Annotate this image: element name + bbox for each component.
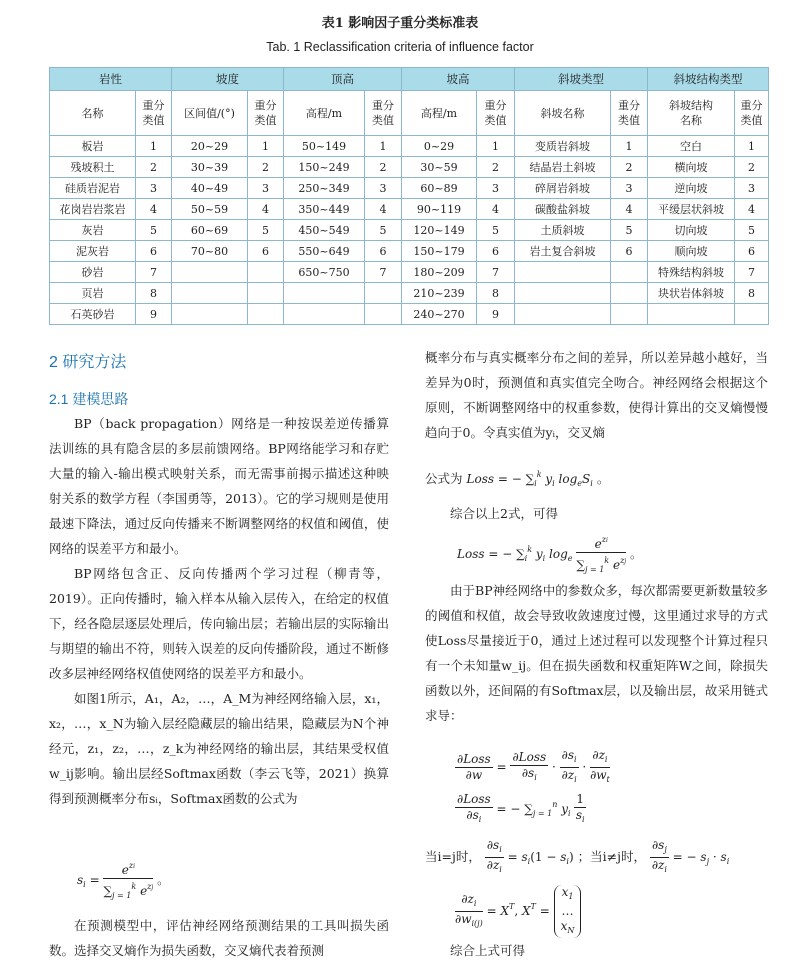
table-cell: 横向坡 (648, 157, 735, 178)
table-cell: 碳酸盐斜坡 (515, 199, 611, 220)
table-cell (611, 283, 648, 304)
table-cell: 50~59 (172, 199, 248, 220)
table-cell: 550~649 (284, 241, 365, 262)
table-cell (172, 283, 248, 304)
sub-header: 斜坡名称 (515, 91, 611, 136)
table-cell: 5 (611, 220, 648, 241)
table-row (50, 262, 769, 283)
combined-loss-formula: Loss = − $\sum_i^k$ $y_i$ $\log_e$ $\frac{e^{zi}}{\sum_{j = 1}^k e^{zj}}$ 。 (457, 532, 642, 577)
table-cell: 8 (477, 283, 515, 304)
table-cell: 岩土复合斜坡 (515, 241, 611, 262)
table-cell: 逆向坡 (648, 178, 735, 199)
table-row (50, 241, 769, 262)
sub-header: 区间值/(°) (172, 91, 248, 136)
table-cell (248, 283, 284, 304)
table-cell: 7 (735, 262, 769, 283)
table-cell: 5 (365, 220, 402, 241)
table-cell (248, 262, 284, 283)
table-cell: 5 (735, 220, 769, 241)
table-cell: 120~149 (402, 220, 477, 241)
sub-header: 重分 类值 (365, 91, 402, 136)
group-header: 斜坡结构类型 (648, 68, 769, 91)
paragraph: 在预测模型中，评估神经网络预测结果的工具叫损失函数。选择交叉熵作为损失函数，交叉熵代表着预测 (49, 918, 389, 958)
table-cell: 5 (136, 220, 172, 241)
subsection-title: 2.1 建模思路 (49, 391, 129, 407)
table-cell: 1 (365, 136, 402, 157)
table-cell: 350~449 (284, 199, 365, 220)
table-cell: 0~29 (402, 136, 477, 157)
table-cell (611, 304, 648, 325)
table-cell: 3 (248, 178, 284, 199)
table-cell: 4 (248, 199, 284, 220)
table-cell: 3 (735, 178, 769, 199)
table-cell: 6 (365, 241, 402, 262)
left-column-text (49, 411, 389, 811)
table-cell: 8 (136, 283, 172, 304)
loss-formula-suffix: 。 (596, 471, 610, 486)
table-cell: 50~149 (284, 136, 365, 157)
table-cell: 650~750 (284, 262, 365, 283)
table-cell (172, 304, 248, 325)
table-cell: 450~549 (284, 220, 365, 241)
table-cell: 特殊结构斜坡 (648, 262, 735, 283)
table-cell (172, 262, 248, 283)
table-cell: 结晶岩土斜坡 (515, 157, 611, 178)
table-cell: 泥灰岩 (50, 241, 136, 262)
table-cell: 6 (136, 241, 172, 262)
table-cell: 90~119 (402, 199, 477, 220)
table-cell: 1 (477, 136, 515, 157)
sub-header: 高程/m (402, 91, 477, 136)
case-text: 当i=j时， (425, 849, 481, 864)
table-cell: 硅质岩泥岩 (50, 178, 136, 199)
table-cell: 7 (477, 262, 515, 283)
table-cell: 1 (611, 136, 648, 157)
right-column-text (425, 345, 768, 445)
table-cell: 40~49 (172, 178, 248, 199)
chain-rule-formula: $\frac{\text{∂Loss}}{\partial w}$ = $\frac{\text{∂Loss}}{\partial s_i}$ · $\frac{\partial s_i}{\partial z_i}$ · $\frac{\partial z_i}{\partial w_t}$ (457, 748, 610, 784)
combine-text: 综合以上2式，可得 (450, 506, 558, 521)
table-cell: 1 (136, 136, 172, 157)
sub-header: 名称 (50, 91, 136, 136)
table-cell: 6 (248, 241, 284, 262)
group-header: 顶高 (284, 68, 402, 91)
table-cell: 3 (136, 178, 172, 199)
table-row (50, 157, 769, 178)
table-cell: 2 (735, 157, 769, 178)
table-cell (365, 283, 402, 304)
sub-header: 重分 类值 (477, 91, 515, 136)
table-cell: 平缓层状斜坡 (648, 199, 735, 220)
table-cell (611, 262, 648, 283)
table-cell: 石英砂岩 (50, 304, 136, 325)
table-cell: 页岩 (50, 283, 136, 304)
loss-formula-prefix: 公式为 (425, 471, 463, 486)
table-cell: 花岗岩岩浆岩 (50, 199, 136, 220)
group-header: 坡度 (172, 68, 284, 91)
table-cell: 30~59 (402, 157, 477, 178)
table-row (50, 220, 769, 241)
group-header: 斜坡类型 (515, 68, 648, 91)
table-body (50, 136, 769, 325)
table-group-header-row (50, 68, 769, 91)
table-cell: 2 (248, 157, 284, 178)
table-cell: 顺向坡 (648, 241, 735, 262)
table-cell: 60~89 (402, 178, 477, 199)
table-cell: 30~39 (172, 157, 248, 178)
sub-header: 高程/m (284, 91, 365, 136)
paragraph: BP（back propagation）网络是一种按误差逆传播算法训练的具有隐含层的多层前馈网络。BP网络能学习和存贮大量的输入-输出模式映射关系，而无需事前揭示描述这种映射关系的数学方程（李国勇等，2013）。它的学习规则是使用最速下降法，通过反向传播来不断调整网络的权值和阈值，使网络的误差平方和最小。 (49, 416, 389, 556)
table-cell: 3 (365, 178, 402, 199)
table-cell: 3 (611, 178, 648, 199)
table-cell: 4 (365, 199, 402, 220)
table-cell: 4 (136, 199, 172, 220)
table-cell: 1 (248, 136, 284, 157)
table-cell: 20~29 (172, 136, 248, 157)
table-cell: 240~270 (402, 304, 477, 325)
table-cell (284, 283, 365, 304)
table-cell: 变质岩斜坡 (515, 136, 611, 157)
case-text: ；当i≠j时， (577, 849, 646, 864)
table-cell: 250~349 (284, 178, 365, 199)
table-cell: 7 (136, 262, 172, 283)
table-cell (515, 304, 611, 325)
paragraph: 由于BP神经网络中的参数众多，每次都需要更新数量较多的阈值和权值，故会导致收敛速度过慢，这里通过求导的方式使Loss尽量接近于0，通过上述过程可以发现整个计算过程只有一个未知量w_ij。但在损失函数和权重矩阵W之间，除损失函数以外，还间隔的有Softmax层，以及输出层，故采用链式求导： (425, 583, 768, 723)
table-cell: 6 (477, 241, 515, 262)
case-formula-line: 当i=j时， $\frac{\partial s_i}{\partial z_i}$ = $s_i(1 - s_i)$ ；当i≠j时， $\frac{\partial s_j}{\partial z_i}$ = − $s_j \cdot s_i$ (425, 838, 730, 874)
paragraph: 如图1所示，A₁，A₂，…，A_M为神经网络输入层，x₁，x₂，…，x_N为输入层经隐藏层的输出结果，隐藏层为N个神经元，z₁，z₂，…，z_k为神经网络的输出层，其结果受权值w_ij影响。输出层经Softmax函数（李云飞等，2021）换算得到预测概率分布sᵢ，Softmax函数的公式为 (49, 691, 389, 806)
sub-header: 重分 类值 (611, 91, 648, 136)
loss-formula-line: 公式为 Loss = − $\sum_i^k$ $y_i$ $\log_eS_i$ 。 (425, 470, 610, 488)
table-cell (515, 283, 611, 304)
table-cell: 7 (365, 262, 402, 283)
table-cell: 空白 (648, 136, 735, 157)
table-row (50, 199, 769, 220)
table-cell (284, 304, 365, 325)
loss-derivative-formula: $\frac{\text{∂Loss}}{\partial s_i}$ = − $\sum_{j = 1}^n$ $y_i$ $\frac{1}{s_i}$ (457, 792, 585, 824)
table-cell (248, 304, 284, 325)
section-title: 2 研究方法 (49, 354, 127, 371)
table-cell (648, 304, 735, 325)
table-cell: 6 (611, 241, 648, 262)
table-cell (365, 304, 402, 325)
table-cell: 土质斜坡 (515, 220, 611, 241)
table-cell: 1 (735, 136, 769, 157)
table-cell: 5 (248, 220, 284, 241)
table-cell: 2 (611, 157, 648, 178)
table-cell: 150~179 (402, 241, 477, 262)
table-cell: 残坡积土 (50, 157, 136, 178)
table-cell: 灰岩 (50, 220, 136, 241)
sub-header: 重分 类值 (136, 91, 172, 136)
table-row (50, 283, 769, 304)
softmax-formula: $s_i$ = $\frac{e^{zi}}{\sum_{j = 1}^k e^{zj}}$ 。 (77, 858, 169, 903)
table-cell: 3 (477, 178, 515, 199)
group-header: 坡高 (402, 68, 515, 91)
sub-header: 重分 类值 (735, 91, 769, 136)
table-cell: 碎屑岩斜坡 (515, 178, 611, 199)
table-cell: 70~80 (172, 241, 248, 262)
paragraph: 概率分布与真实概率分布之间的差异，所以差异越小越好，当差异为0时，预测值和真实值完全吻合。神经网络会根据这个原则，不断调整网络中的权重参数，使得计算出的交叉熵慢慢趋向于0。令真实值为yᵢ，交叉熵 (425, 350, 768, 440)
table-caption-cn: 表1 影响因子重分类标准表 (321, 16, 479, 31)
table-cell: 板岩 (50, 136, 136, 157)
paragraph: BP网络包含正、反向传播两个学习过程（柳青等，2019）。正向传播时，输入样本从输入层传入，在给定的权值下，经各隐层逐层处理后，传向输出层；若输出层的实际输出与期望的输出不符，则转入误差的反向传播阶段，通过不断修改多层神经网络权值使网络的误差平方和最小。 (49, 566, 389, 681)
table-row (50, 178, 769, 199)
table-cell: 9 (477, 304, 515, 325)
matrix-formula: $\frac{\partial z_i}{\partial w_{i(j)}}$ = $X^T$, $X^T = x_1$ … $x_N$ (455, 885, 581, 938)
table-cell: 2 (365, 157, 402, 178)
table-row (50, 304, 769, 325)
table-caption-en: Tab. 1 Reclassification criteria of influence factor (266, 40, 534, 54)
table-cell: 4 (611, 199, 648, 220)
table-cell: 块状岩体斜坡 (648, 283, 735, 304)
left-column-text-after (49, 913, 389, 963)
table-subheader-row (50, 91, 769, 136)
table-cell: 4 (735, 199, 769, 220)
table-cell: 砂岩 (50, 262, 136, 283)
table-cell: 2 (136, 157, 172, 178)
reclassification-table (49, 67, 769, 325)
table-cell: 6 (735, 241, 769, 262)
sub-header: 斜坡结构 名称 (648, 91, 735, 136)
sub-header: 重分 类值 (248, 91, 284, 136)
table-cell (735, 304, 769, 325)
table-cell: 180~209 (402, 262, 477, 283)
table-cell: 4 (477, 199, 515, 220)
group-header: 岩性 (50, 68, 172, 91)
table-cell (515, 262, 611, 283)
table-cell: 2 (477, 157, 515, 178)
table-cell: 150~249 (284, 157, 365, 178)
right-column-text-2 (425, 578, 768, 728)
table-row (50, 136, 769, 157)
table-cell: 切向坡 (648, 220, 735, 241)
table-cell: 9 (136, 304, 172, 325)
table-cell: 60~69 (172, 220, 248, 241)
table-cell: 8 (735, 283, 769, 304)
final-text: 综合上式可得 (450, 943, 526, 958)
table-cell: 5 (477, 220, 515, 241)
table-cell: 210~239 (402, 283, 477, 304)
